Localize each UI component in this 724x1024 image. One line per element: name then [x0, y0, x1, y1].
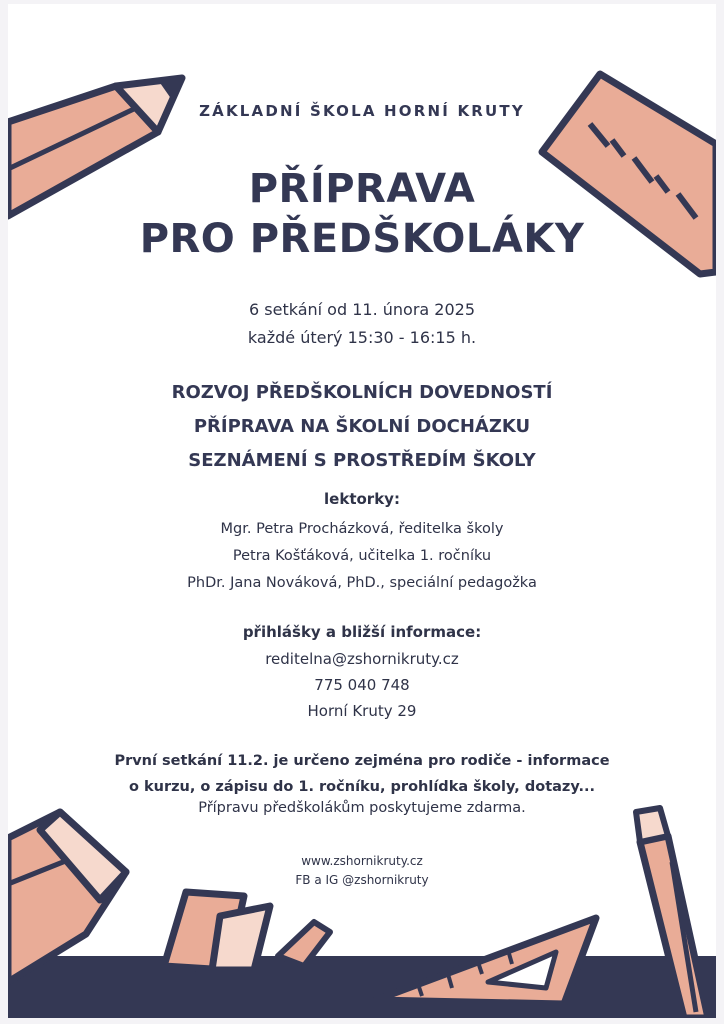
schedule-time: každé úterý 15:30 - 16:15 h.	[247, 328, 477, 347]
poster-title	[8, 164, 716, 264]
schedule	[8, 296, 716, 352]
crayon-illustration	[164, 892, 330, 970]
note-line-1: První setkání 11.2. je určeno zejména pro rodiče - informace	[114, 753, 610, 769]
first-meeting-note	[8, 748, 716, 800]
lecturer-item: Petra Košťáková, učitelka 1. ročníku	[232, 548, 492, 564]
social-handle: FB a IG @zshornikruty	[295, 873, 429, 887]
lecturer-item: Mgr. Petra Procházková, ředitelka školy	[220, 521, 504, 537]
table-band	[8, 956, 716, 1018]
title-line-2: PRO PŘEDŠKOLÁKY	[139, 216, 585, 262]
goal-item: PŘÍPRAVA NA ŠKOLNÍ DOCHÁZKU	[193, 416, 531, 437]
contact-phone: 775 040 748	[314, 676, 410, 694]
schedule-dates: 6 setkání od 11. února 2025	[249, 300, 475, 319]
lecturers-list	[8, 516, 716, 597]
free-of-charge-note: Přípravu předškolákům poskytujeme zdarma.	[198, 800, 526, 816]
contact-address: Horní Kruty 29	[307, 702, 417, 720]
web-info	[8, 852, 716, 890]
title-line-1: PŘÍPRAVA	[248, 166, 476, 212]
website: www.zshornikruty.cz	[301, 854, 423, 868]
poster-page	[8, 4, 716, 1018]
course-goals	[8, 376, 716, 478]
goal-item: ROZVOJ PŘEDŠKOLNÍCH DOVEDNOSTÍ	[171, 382, 553, 403]
lecturer-item: PhDr. Jana Nováková, PhD., speciální pedagožka	[187, 575, 537, 591]
school-name: ZÁKLADNÍ ŠKOLA HORNÍ KRUTY	[199, 102, 525, 120]
note-line-2: o kurzu, o zápisu do 1. ročníku, prohlídka školy, dotazy...	[128, 779, 596, 795]
contact-info	[8, 646, 716, 724]
contact-email: reditelna@zshornikruty.cz	[265, 650, 459, 668]
contact-heading: přihlášky a bližší informace:	[242, 623, 482, 641]
lecturers-heading: lektorky:	[324, 490, 400, 508]
goal-item: SEZNÁMENÍ S PROSTŘEDÍM ŠKOLY	[188, 450, 536, 471]
